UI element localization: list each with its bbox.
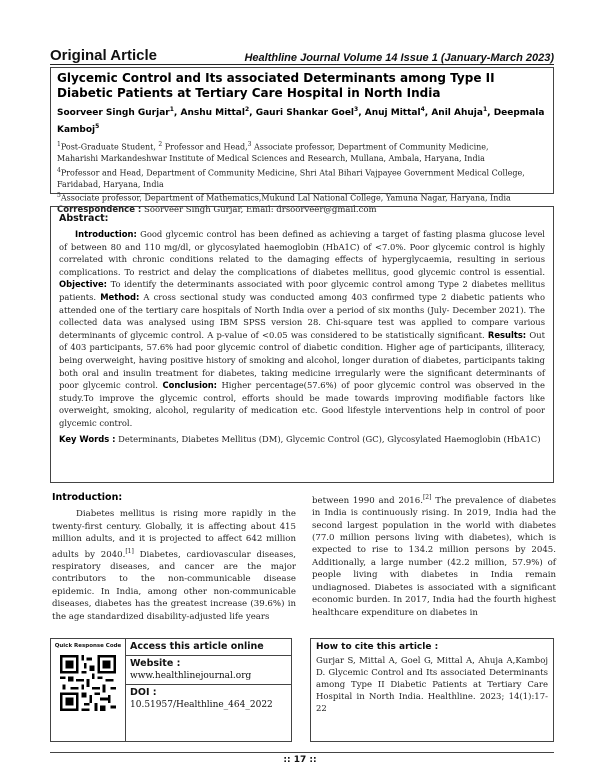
author: Anshu Mittal$^2$, (180, 106, 256, 118)
page-number: :: 17 :: (283, 755, 317, 765)
article-type: Original Article (50, 47, 157, 64)
doi-link[interactable]: 10.51957/Healthline_464_2022 (130, 700, 273, 710)
affiliation: $^1$Post-Graduate Student, $^2$ Professor and Head,$^3$ Associate professor, Department of Community Medicine, (57, 141, 489, 152)
body-column-right (312, 492, 556, 619)
citation-ref[interactable]: [1] (125, 547, 134, 555)
section-heading: Introduction: (52, 492, 123, 503)
footer-divider (50, 752, 554, 753)
citation-ref[interactable]: [2] (422, 494, 432, 501)
qr-cell (50, 638, 126, 742)
access-heading-row (126, 639, 291, 656)
body-paragraph: between 1990 and 2016.[2] The prevalence of diabetes in India is continuously rising. In 2019, India had the second largest population in the world with diabetes (77.0 million persons living with diabetes), which is expected to rise to 134.2 million persons by 2045. Additionally, a large number (42.2 million, 57.9%) of people living with diabetes in India remain undiagnosed. Diabetes is associated with a significant economic burden. In 2017, India had the fourth highest healthcare expenditure on diabetes in (312, 494, 556, 618)
abstract-heading: Abstract: (59, 213, 109, 224)
title-block (50, 67, 554, 216)
author: Anil Ahuja$^1$, (431, 106, 494, 118)
author: Anuj Mittal$^4$, (364, 106, 432, 118)
running-header (50, 38, 554, 64)
author: Deepmala Kamboj$^5$ (57, 108, 545, 135)
citation-heading: How to cite this article : (316, 642, 439, 652)
website-label: Website : (130, 658, 181, 669)
access-online-cell (126, 638, 292, 742)
author: Gauri Shankar Goel$^3$, (255, 106, 365, 118)
citation-text: Gurjar S, Mittal A, Goel G, Mittal A, Ahuja A,Kamboj D. Glycemic Control and Its associated Determinants among Type II Diabetic Patients at Tertiary Care Hospital in North India. Healthline. 2023; 14(1):17-22 (316, 656, 548, 714)
website-row (126, 656, 291, 685)
abstract-text: Introduction: Good glycemic control has been defined as achieving a target of fasting plasma glucose level of between 80 and 110 mg/dl, or glycosylated haemoglobin (HbA1C) of <7.0%. Poor glycemic control is highly correlated with chronic conditions related to the damaging effects of hyperglycaemia, resulting in serious complications. To restrict and delay the complications of diabetes mellitus, good glycemic control is essential. Objective: To identify the determinants associated with poor glycemic control among Type 2 diabetes mellitus patients. Method: A cross sectional study was conducted among 403 confirmed type 2 diabetic patients who attended one of the tertiary care hospitals of North India over a period of six months (July- December 2021). The collected data was analysed using IBM SPSS version 28. Chi-square test was applied to compare various determinants of glycemic control. A p-value of <0.05 was considered to be statistically significant. Results: Out of 403 participants, 57.6% had poor glycemic control of diabetic condition. Higher age of participants, illiteracy, being overweight, having positive history of smoking and alcohol, longer duration of diabetes, participants taking both oral and insulin treatment for diabetes, taking medicine irregularly were the significant determinants of poor glycemic control. Conclusion: Higher percentage(57.6%) of poor glycemic control was observed in the study.To improve the glycemic control, efforts should be made towards improving modifiable factors like overweight, smoking, alcohol, regularity of medication etc. Good lifestyle interventions help in control of poor glycemic control. (59, 229, 545, 428)
journal-issue: Healthline Journal Volume 14 Issue 1 (January-March 2023) (244, 52, 554, 64)
body-paragraph: Diabetes mellitus is rising more rapidly in the twenty-first century. Globally, it is affecting about 415 million adults, and it is projected to affect 642 million adults by 2040.[1] Diabetes, cardiovascular diseases, respiratory diseases, and cancer are the major contributors to the non-communicable disease epidemic. In India, among other non-communicable diseases, diabetes has the greatest increase (39.6%) in the age standardized disability-adjusted life years (52, 509, 296, 622)
affiliation: $^5$Associate professor, Department of Mathematics,Mukund Lal National College, Yamuna Nagar, Haryana, India (57, 192, 511, 203)
abstract-box (50, 206, 554, 483)
keywords: Key Words : Determinants, Diabetes Mellitus (DM), Glycemic Control (GC), Glycosylated Haemoglobin (HbA1C) (59, 433, 541, 444)
access-heading: Access this article online (130, 641, 264, 652)
qr-label: Quick Response Code (54, 643, 122, 649)
affiliation: $^4$Professor and Head, Department of Community Medicine, Shri Atal Bihari Vajpayee Government Medical College, Faridabad, Haryana, India (57, 166, 525, 189)
website-link[interactable]: www.healthlinejournal.org (130, 671, 252, 681)
correspondence: Correspondence : Soorveer Singh Gurjar, Email: drsoorveer@gmail.com (57, 205, 377, 216)
affiliations (57, 139, 547, 204)
doi-label: DOI : (130, 687, 157, 698)
header-divider (50, 64, 554, 65)
article-info-panel (50, 638, 554, 742)
citation-cell (310, 638, 554, 742)
author-list (57, 103, 547, 137)
doi-row (126, 685, 291, 741)
article-title: Glycemic Control and Its associated Determinants among Type II Diabetic Patients at Tertiary Care Hospital in North India (57, 71, 495, 100)
author: Soorveer Singh Gurjar$^1$, (57, 106, 181, 118)
body-column-left (52, 492, 296, 623)
qr-code-icon[interactable] (60, 655, 116, 711)
affiliation: Maharishi Markandeshwar Institute of Medical Sciences and Research, Mullana, Ambala, Haryana, India (57, 154, 485, 164)
